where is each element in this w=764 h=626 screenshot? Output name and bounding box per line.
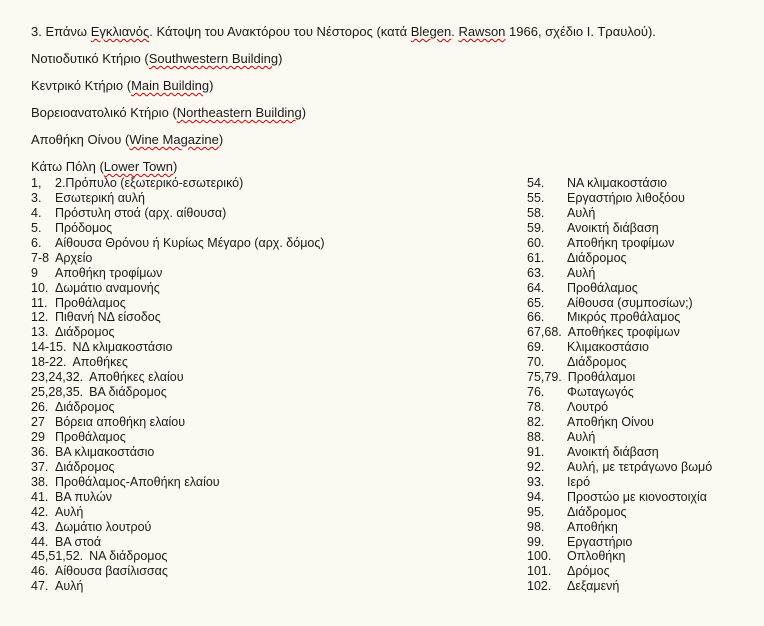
legend-right-item bbox=[527, 176, 757, 191]
item-label: ΒΑ στοά bbox=[55, 534, 102, 549]
legend-right-item bbox=[527, 579, 757, 594]
legend-left-item bbox=[31, 520, 501, 535]
caption-suffix: 1966, σχέδιο Ι. Τραυλού). bbox=[505, 24, 656, 39]
item-number: 4. bbox=[31, 205, 42, 220]
item-number: 46. bbox=[31, 564, 49, 579]
item-number: 95. bbox=[527, 504, 545, 519]
legend-left-item bbox=[31, 191, 501, 206]
item-number: 37. bbox=[31, 459, 49, 474]
item-label: Διάδρομος bbox=[567, 504, 627, 519]
figure-caption bbox=[31, 24, 656, 40]
item-label: Αποθήκη τροφίμων bbox=[567, 235, 675, 250]
legend-left-item bbox=[31, 564, 501, 579]
legend-right-item bbox=[527, 221, 757, 236]
item-number: 11. bbox=[31, 295, 48, 310]
item-label: ΒΑ πυλών bbox=[55, 489, 112, 504]
item-number: 88. bbox=[527, 429, 545, 444]
legend-list-right bbox=[527, 176, 757, 594]
building-heading bbox=[31, 132, 223, 148]
item-label: Αποθήκη bbox=[567, 519, 618, 534]
item-label: Προθάλαμος bbox=[55, 295, 126, 310]
item-number: 47. bbox=[31, 579, 49, 594]
item-label: Προθάλαμος bbox=[55, 429, 126, 444]
legend-left-item bbox=[31, 310, 501, 325]
item-label: 2.Πρόπυλο (εξωτερικό-εσωτερικό) bbox=[55, 176, 244, 190]
legend-left-item bbox=[31, 236, 501, 251]
legend-right-item bbox=[527, 535, 757, 550]
legend-right-item bbox=[527, 490, 757, 505]
item-number: 64. bbox=[527, 280, 545, 295]
caption-mid: . Κάτοψη του Ανακτόρου του Νέστορος (κατά bbox=[149, 24, 411, 39]
item-number: 14-15. bbox=[31, 340, 67, 355]
legend-right-item bbox=[527, 370, 757, 385]
item-label: Εσωτερική αυλή bbox=[55, 190, 145, 205]
item-number: 60. bbox=[527, 235, 545, 250]
item-label: Προστώο με κιονοστοιχία bbox=[567, 489, 707, 504]
item-label: Ανοικτή διάβαση bbox=[567, 444, 659, 459]
building-heading bbox=[31, 159, 177, 175]
building-greek: Κάτω Πόλη ( bbox=[31, 159, 104, 174]
building-english: Northeastern Building bbox=[176, 105, 302, 120]
item-number: 66. bbox=[527, 310, 545, 325]
item-number: 9 bbox=[31, 265, 38, 280]
item-number: 93. bbox=[527, 474, 545, 489]
legend-left-item bbox=[31, 385, 501, 400]
legend-left-item bbox=[31, 251, 501, 266]
item-number: 25,28,35. bbox=[31, 385, 84, 400]
item-label: Πιθανή ΝΔ είσοδος bbox=[55, 310, 161, 325]
item-label: ΒΑ κλιμακοστάσιο bbox=[55, 444, 155, 459]
item-number: 92. bbox=[527, 459, 545, 474]
legend-right-item bbox=[527, 400, 757, 415]
item-label: Οπλοθήκη bbox=[567, 549, 626, 564]
item-label: Διάδρομος bbox=[55, 459, 115, 474]
legend-left-item bbox=[31, 445, 501, 460]
item-number: 63. bbox=[527, 265, 545, 280]
legend-left-item bbox=[31, 460, 501, 475]
item-label: Προθάλαμος-Αποθήκη ελαίου bbox=[55, 474, 220, 489]
legend-right-item bbox=[527, 325, 757, 340]
legend-left-item bbox=[31, 400, 501, 415]
item-label: Εργαστήριο bbox=[567, 534, 633, 549]
legend-left-item bbox=[31, 535, 501, 550]
legend-left-item bbox=[31, 549, 501, 564]
item-number: 18-22. bbox=[31, 355, 67, 370]
building-close: ) bbox=[209, 78, 214, 93]
item-number: 65. bbox=[527, 295, 545, 310]
item-number: 6. bbox=[31, 235, 42, 250]
legend-right-item bbox=[527, 355, 757, 370]
item-number: 38. bbox=[31, 474, 49, 489]
item-label: Πρόστυλη στοά (αρχ. αίθουσα) bbox=[55, 205, 227, 220]
legend-left-item bbox=[31, 490, 501, 505]
legend-left-item bbox=[31, 430, 501, 445]
item-label: Δωμάτιο αναμονής bbox=[55, 280, 160, 295]
item-number: 23,24,32. bbox=[31, 370, 84, 385]
item-label: Αυλή bbox=[567, 265, 596, 280]
item-number: 7-8 bbox=[31, 250, 50, 265]
item-label: Διάδρομος bbox=[567, 250, 627, 265]
legend-left-item bbox=[31, 355, 501, 370]
item-label: Λουτρό bbox=[567, 400, 609, 415]
item-number: 54. bbox=[527, 176, 545, 190]
legend-right-item bbox=[527, 505, 757, 520]
building-greek: Βορειοανατολικό Κτήριο ( bbox=[31, 105, 177, 120]
caption-author-rawson: Rawson bbox=[458, 24, 506, 39]
building-greek: Νοτιοδυτικό Κτήριο ( bbox=[31, 51, 149, 66]
item-number: 100. bbox=[527, 549, 552, 564]
legend-right-item bbox=[527, 415, 757, 430]
legend-left-item bbox=[31, 206, 501, 221]
item-label: ΝΑ διάδρομος bbox=[89, 549, 168, 564]
legend-right-item bbox=[527, 475, 757, 490]
item-label: Αυλή bbox=[567, 429, 596, 444]
legend-right-item bbox=[527, 310, 757, 325]
legend-right-item bbox=[527, 564, 757, 579]
legend-right-item bbox=[527, 340, 757, 355]
item-label: Αποθήκες bbox=[72, 355, 128, 370]
item-label: ΝΔ κλιμακοστάσιο bbox=[72, 340, 173, 355]
item-label: Πρόδομος bbox=[55, 220, 113, 235]
item-label: Δρόμος bbox=[567, 564, 610, 579]
item-number: 3. bbox=[31, 190, 42, 205]
item-number: 69. bbox=[527, 340, 545, 355]
legend-right-item bbox=[527, 236, 757, 251]
item-label: ΒΑ διάδρομος bbox=[89, 385, 167, 400]
item-label: Ανοικτή διάβαση bbox=[567, 220, 659, 235]
item-label: Αίθουσα (συμποσίων;) bbox=[567, 295, 693, 310]
legend-left-item bbox=[31, 475, 501, 490]
building-greek: Αποθήκη Οίνου ( bbox=[31, 132, 130, 147]
legend-list-left bbox=[31, 176, 501, 594]
item-number: 1, bbox=[31, 176, 42, 190]
legend-left-item bbox=[31, 415, 501, 430]
building-close: ) bbox=[218, 132, 224, 147]
building-heading bbox=[31, 51, 282, 67]
legend-right-item bbox=[527, 251, 757, 266]
caption-mid2: . bbox=[451, 24, 459, 39]
item-number: 27 bbox=[31, 415, 45, 429]
item-number: 44. bbox=[31, 534, 49, 549]
item-label: Αποθήκες τροφίμων bbox=[567, 325, 680, 340]
item-label: Διάδρομος bbox=[567, 355, 627, 370]
item-label: Αποθήκη Οίνου bbox=[567, 415, 654, 429]
legend-left-item bbox=[31, 176, 501, 191]
item-label: Κλιμακοστάσιο bbox=[567, 340, 649, 355]
building-english: Main Building bbox=[131, 78, 210, 93]
item-number: 101. bbox=[527, 564, 552, 579]
legend-left-item bbox=[31, 221, 501, 236]
item-number: 70. bbox=[527, 355, 545, 370]
item-number: 5. bbox=[31, 220, 42, 235]
legend-left-item bbox=[31, 296, 501, 311]
item-number: 82. bbox=[527, 415, 545, 429]
building-greek: Κεντρικό Κτήριο ( bbox=[31, 78, 132, 93]
building-close: ) bbox=[172, 159, 178, 174]
item-label: Διάδρομος bbox=[55, 325, 115, 340]
item-number: 45,51,52. bbox=[31, 549, 84, 564]
legend-left-item bbox=[31, 370, 501, 385]
legend-left-item bbox=[31, 266, 501, 281]
item-label: Μικρός προθάλαμος bbox=[567, 310, 681, 325]
item-label: Αυλή, με τετράγωνο βωμό bbox=[567, 459, 713, 474]
item-label: Αρχείο bbox=[55, 250, 93, 265]
legend-left-item bbox=[31, 340, 501, 355]
caption-author-blegen: Blegen bbox=[410, 24, 452, 39]
item-label: Δεξαμενή bbox=[567, 579, 620, 594]
item-label: Εργαστήριο λιθοξόου bbox=[567, 190, 685, 205]
item-number: 78. bbox=[527, 400, 545, 415]
item-number: 76. bbox=[527, 385, 545, 400]
item-label: Αίθουσα Θρόνου ή Κυρίως Μέγαρο (αρχ. δόμος) bbox=[55, 235, 325, 250]
item-label: Προθάλαμοι bbox=[567, 370, 636, 385]
legend-left-item bbox=[31, 281, 501, 296]
legend-left-item bbox=[31, 505, 501, 520]
item-number: 26. bbox=[31, 400, 49, 415]
item-label: Αποθήκη τροφίμων bbox=[55, 265, 163, 280]
caption-place-name: Εγκλιανός bbox=[90, 24, 150, 39]
item-number: 29 bbox=[31, 429, 45, 444]
item-number: 98. bbox=[527, 519, 545, 534]
building-english: Southwestern Building bbox=[148, 51, 279, 66]
item-number: 43. bbox=[31, 519, 49, 534]
building-heading bbox=[31, 105, 306, 121]
legend-right-item bbox=[527, 296, 757, 311]
legend-right-item bbox=[527, 520, 757, 535]
item-label: Αυλή bbox=[55, 579, 84, 594]
caption-prefix: 3. Επάνω bbox=[31, 24, 91, 39]
legend-right-item bbox=[527, 445, 757, 460]
item-number: 58. bbox=[527, 205, 545, 220]
item-number: 41. bbox=[31, 489, 49, 504]
item-label: Φωταγωγός bbox=[567, 385, 634, 400]
building-close: ) bbox=[301, 105, 307, 120]
item-label: ΝΑ κλιμακοστάσιο bbox=[567, 176, 668, 190]
item-number: 102. bbox=[527, 579, 552, 594]
legend-right-item bbox=[527, 460, 757, 475]
item-number: 67,68. bbox=[527, 325, 562, 340]
item-number: 94. bbox=[527, 489, 545, 504]
legend-right-item bbox=[527, 430, 757, 445]
legend-right-item bbox=[527, 266, 757, 281]
item-number: 12. bbox=[31, 310, 49, 325]
building-heading bbox=[31, 78, 213, 94]
legend-right-item bbox=[527, 385, 757, 400]
building-close: ) bbox=[278, 51, 283, 66]
item-label: Προθάλαμος bbox=[567, 280, 638, 295]
item-number: 42. bbox=[31, 504, 49, 519]
legend-right-item bbox=[527, 281, 757, 296]
item-label: Δωμάτιο λουτρού bbox=[55, 519, 152, 534]
building-english: Lower Town bbox=[103, 159, 173, 174]
legend-left-item bbox=[31, 325, 501, 340]
item-number: 75,79. bbox=[527, 370, 562, 385]
item-number: 10. bbox=[31, 280, 49, 295]
item-label: Αίθουσα βασίλισσας bbox=[55, 564, 168, 579]
item-number: 91. bbox=[527, 444, 545, 459]
legend-right-item bbox=[527, 191, 757, 206]
item-label: Αυλή bbox=[55, 504, 84, 519]
item-label: Βόρεια αποθήκη ελαίου bbox=[55, 415, 186, 429]
item-number: 59. bbox=[527, 220, 545, 235]
item-label: Αυλή bbox=[567, 205, 596, 220]
item-number: 13. bbox=[31, 325, 49, 340]
item-number: 61. bbox=[527, 250, 545, 265]
item-number: 36. bbox=[31, 444, 49, 459]
item-label: Διάδρομος bbox=[55, 400, 115, 415]
legend-left-item bbox=[31, 579, 501, 594]
building-english: Wine Magazine bbox=[129, 132, 219, 147]
item-number: 55. bbox=[527, 190, 545, 205]
legend-right-item bbox=[527, 206, 757, 221]
legend-right-item bbox=[527, 549, 757, 564]
item-label: Αποθήκες ελαίου bbox=[89, 370, 184, 385]
item-label: Ιερό bbox=[567, 474, 591, 489]
item-number: 99. bbox=[527, 534, 545, 549]
